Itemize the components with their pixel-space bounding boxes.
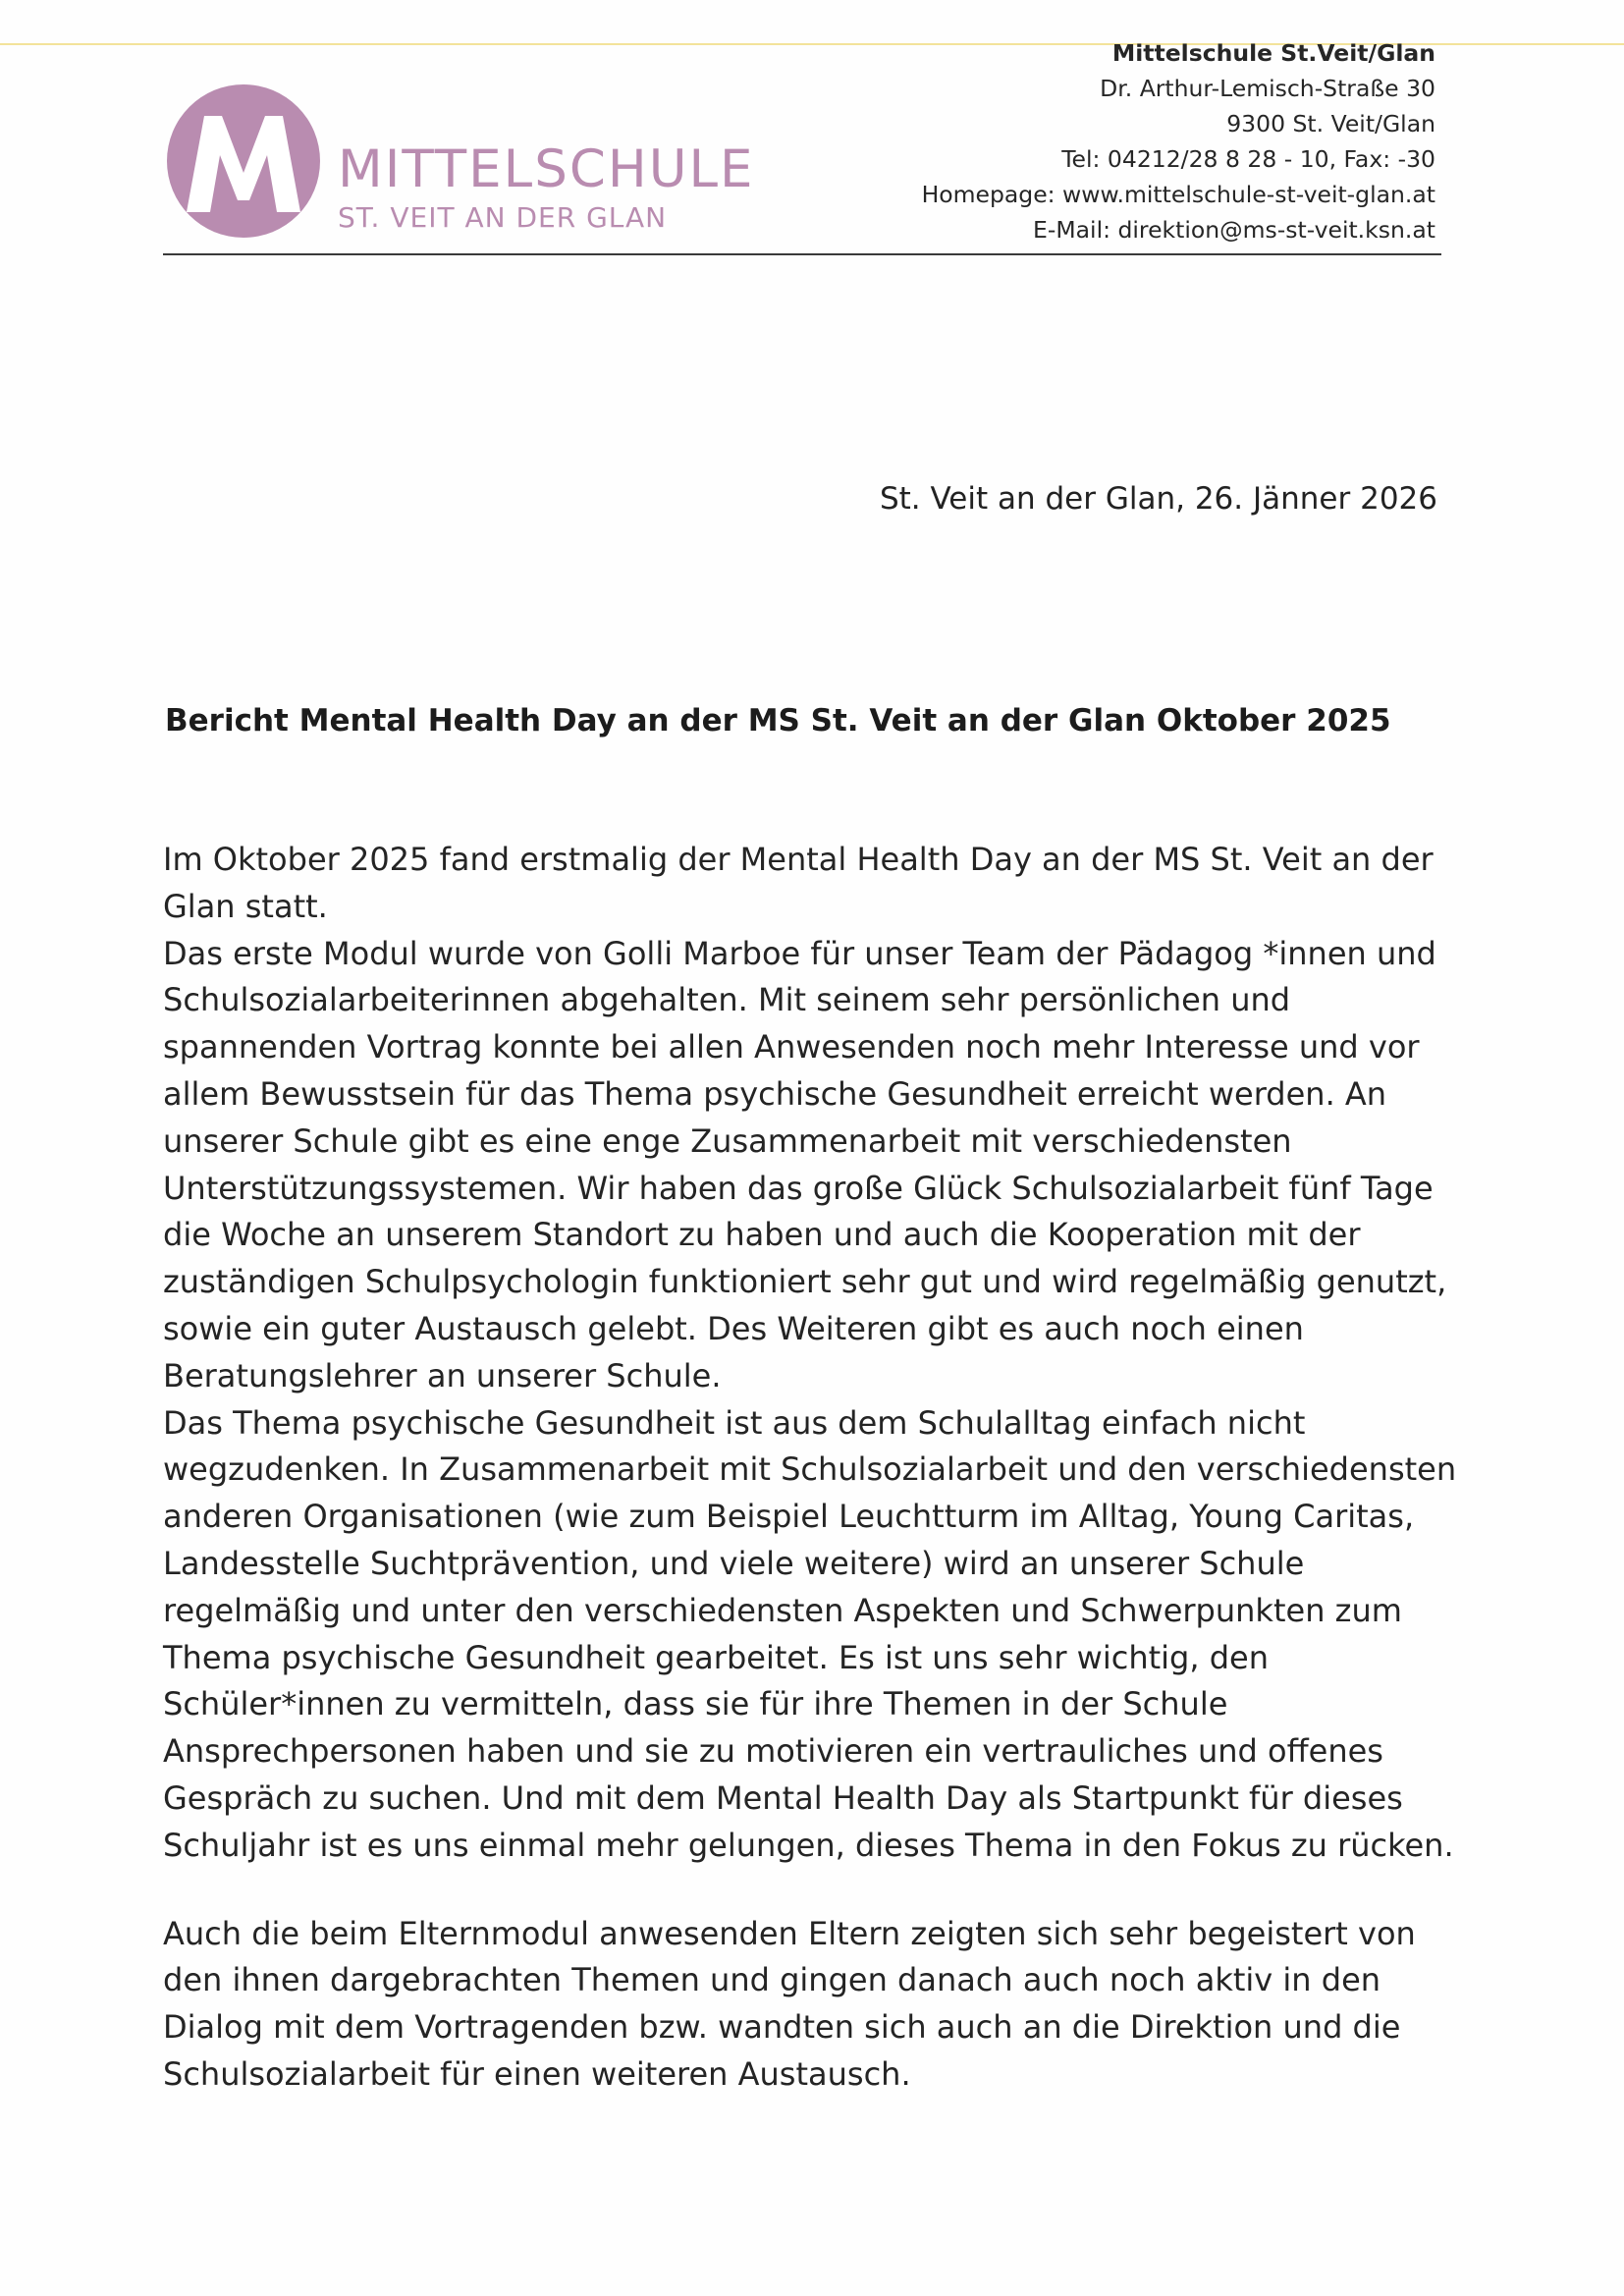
body-line: Das erste Modul wurde von Golli Marboe für unser Team der Pädagog *innen und bbox=[163, 934, 1436, 972]
body-line: Schüler*innen zu vermitteln, dass sie für ihre Themen in der Schule bbox=[163, 1685, 1228, 1723]
address-block bbox=[922, 35, 1435, 247]
body-line: Ansprechpersonen haben und sie zu motivieren ein vertrauliches und offenes bbox=[163, 1732, 1383, 1771]
date-line: St. Veit an der Glan, 26. Jänner 2026 bbox=[879, 481, 1437, 517]
body-line: den ihnen dargebrachten Themen und gingen danach auch noch aktiv in den bbox=[163, 1961, 1381, 1999]
report-body bbox=[163, 837, 1457, 2099]
school-logo bbox=[165, 82, 774, 259]
body-line: Schuljahr ist es uns einmal mehr gelungen, dieses Thema in den Fokus zu rücken. bbox=[163, 1826, 1454, 1864]
header-divider bbox=[163, 253, 1441, 255]
paragraph-2 bbox=[163, 1911, 1439, 2099]
body-line: Landesstelle Suchtprävention, und viele weitere) wird an unserer Schule bbox=[163, 1544, 1305, 1582]
body-line: Schulsozialarbeit für einen weiteren Austausch. bbox=[163, 2054, 911, 2093]
body-line: anderen Organisationen (wie zum Beispiel Leuchtturm im Alltag, Young Caritas, bbox=[163, 1498, 1415, 1536]
logo-m-icon bbox=[165, 82, 322, 240]
body-line: allem Bewusstsein für das Thema psychische Gesundheit erreicht werden. An bbox=[163, 1074, 1387, 1113]
body-line: Auch die beim Elternmodul anwesenden Eltern zeigten sich sehr begeistert von bbox=[163, 1914, 1416, 1952]
body-line: die Woche an unserem Standort zu haben und auch die Kooperation mit der bbox=[163, 1216, 1361, 1254]
report-title: Bericht Mental Health Day an der MS St. Veit an der Glan Oktober 2025 bbox=[165, 703, 1391, 738]
body-line: Unterstützungssystemen. Wir haben das große Glück Schulsozialarbeit fünf Tage bbox=[163, 1169, 1434, 1207]
street-address: Dr. Arthur-Lemisch-Straße 30 bbox=[1100, 75, 1435, 102]
body-line: Beratungslehrer an unserer Schule. bbox=[163, 1356, 722, 1394]
city: 9300 St. Veit/Glan bbox=[1226, 110, 1435, 137]
body-line: unserer Schule gibt es eine enge Zusammenarbeit mit verschiedensten bbox=[163, 1121, 1292, 1160]
body-line: sowie ein guter Austausch gelebt. Des Weiteren gibt es auch noch einen bbox=[163, 1309, 1304, 1347]
email: E-Mail: direktion@ms-st-veit.ksn.at bbox=[1033, 216, 1435, 244]
body-line: Glan statt. bbox=[163, 887, 328, 925]
body-line: Das Thema psychische Gesundheit ist aus dem Schulalltag einfach nicht bbox=[163, 1403, 1306, 1442]
body-line: spannenden Vortrag konnte bei allen Anwesenden noch mehr Interesse und vor bbox=[163, 1028, 1420, 1066]
body-line: Schulsozialarbeiterinnen abgehalten. Mit seinem sehr persönlichen und bbox=[163, 981, 1291, 1019]
body-line: regelmäßig und unter den verschiedensten Aspekten und Schwerpunkten zum bbox=[163, 1591, 1402, 1629]
body-line: Gespräch zu suchen. Und mit dem Mental Health Day als Startpunkt für dieses bbox=[163, 1778, 1403, 1817]
body-line: Thema psychische Gesundheit gearbeitet. Es ist uns sehr wichtig, den bbox=[163, 1638, 1269, 1676]
logo-wordmark: MITTELSCHULE bbox=[338, 139, 755, 199]
body-line: wegzudenken. In Zusammenarbeit mit Schulsozialarbeit und den verschiedensten bbox=[163, 1450, 1457, 1489]
homepage: Homepage: www.mittelschule-st-veit-glan.at bbox=[921, 181, 1435, 208]
body-line: Dialog mit dem Vortragenden bzw. wandten sich auch an die Direktion und die bbox=[163, 2008, 1401, 2047]
logo-subtitle: ST. VEIT AN DER GLAN bbox=[338, 201, 668, 234]
body-line: Im Oktober 2025 fand erstmalig der Mental Health Day an der MS St. Veit an der bbox=[163, 841, 1434, 878]
paragraph-gap bbox=[163, 1870, 1439, 1911]
paragraph-1 bbox=[163, 837, 1457, 1870]
school-name: Mittelschule St.Veit/Glan bbox=[1111, 39, 1435, 67]
body-line: zuständigen Schulpsychologin funktioniert sehr gut und wird regelmäßig genutzt, bbox=[163, 1263, 1447, 1301]
phone-fax: Tel: 04212/28 8 28 - 10, Fax: -30 bbox=[1061, 145, 1435, 173]
